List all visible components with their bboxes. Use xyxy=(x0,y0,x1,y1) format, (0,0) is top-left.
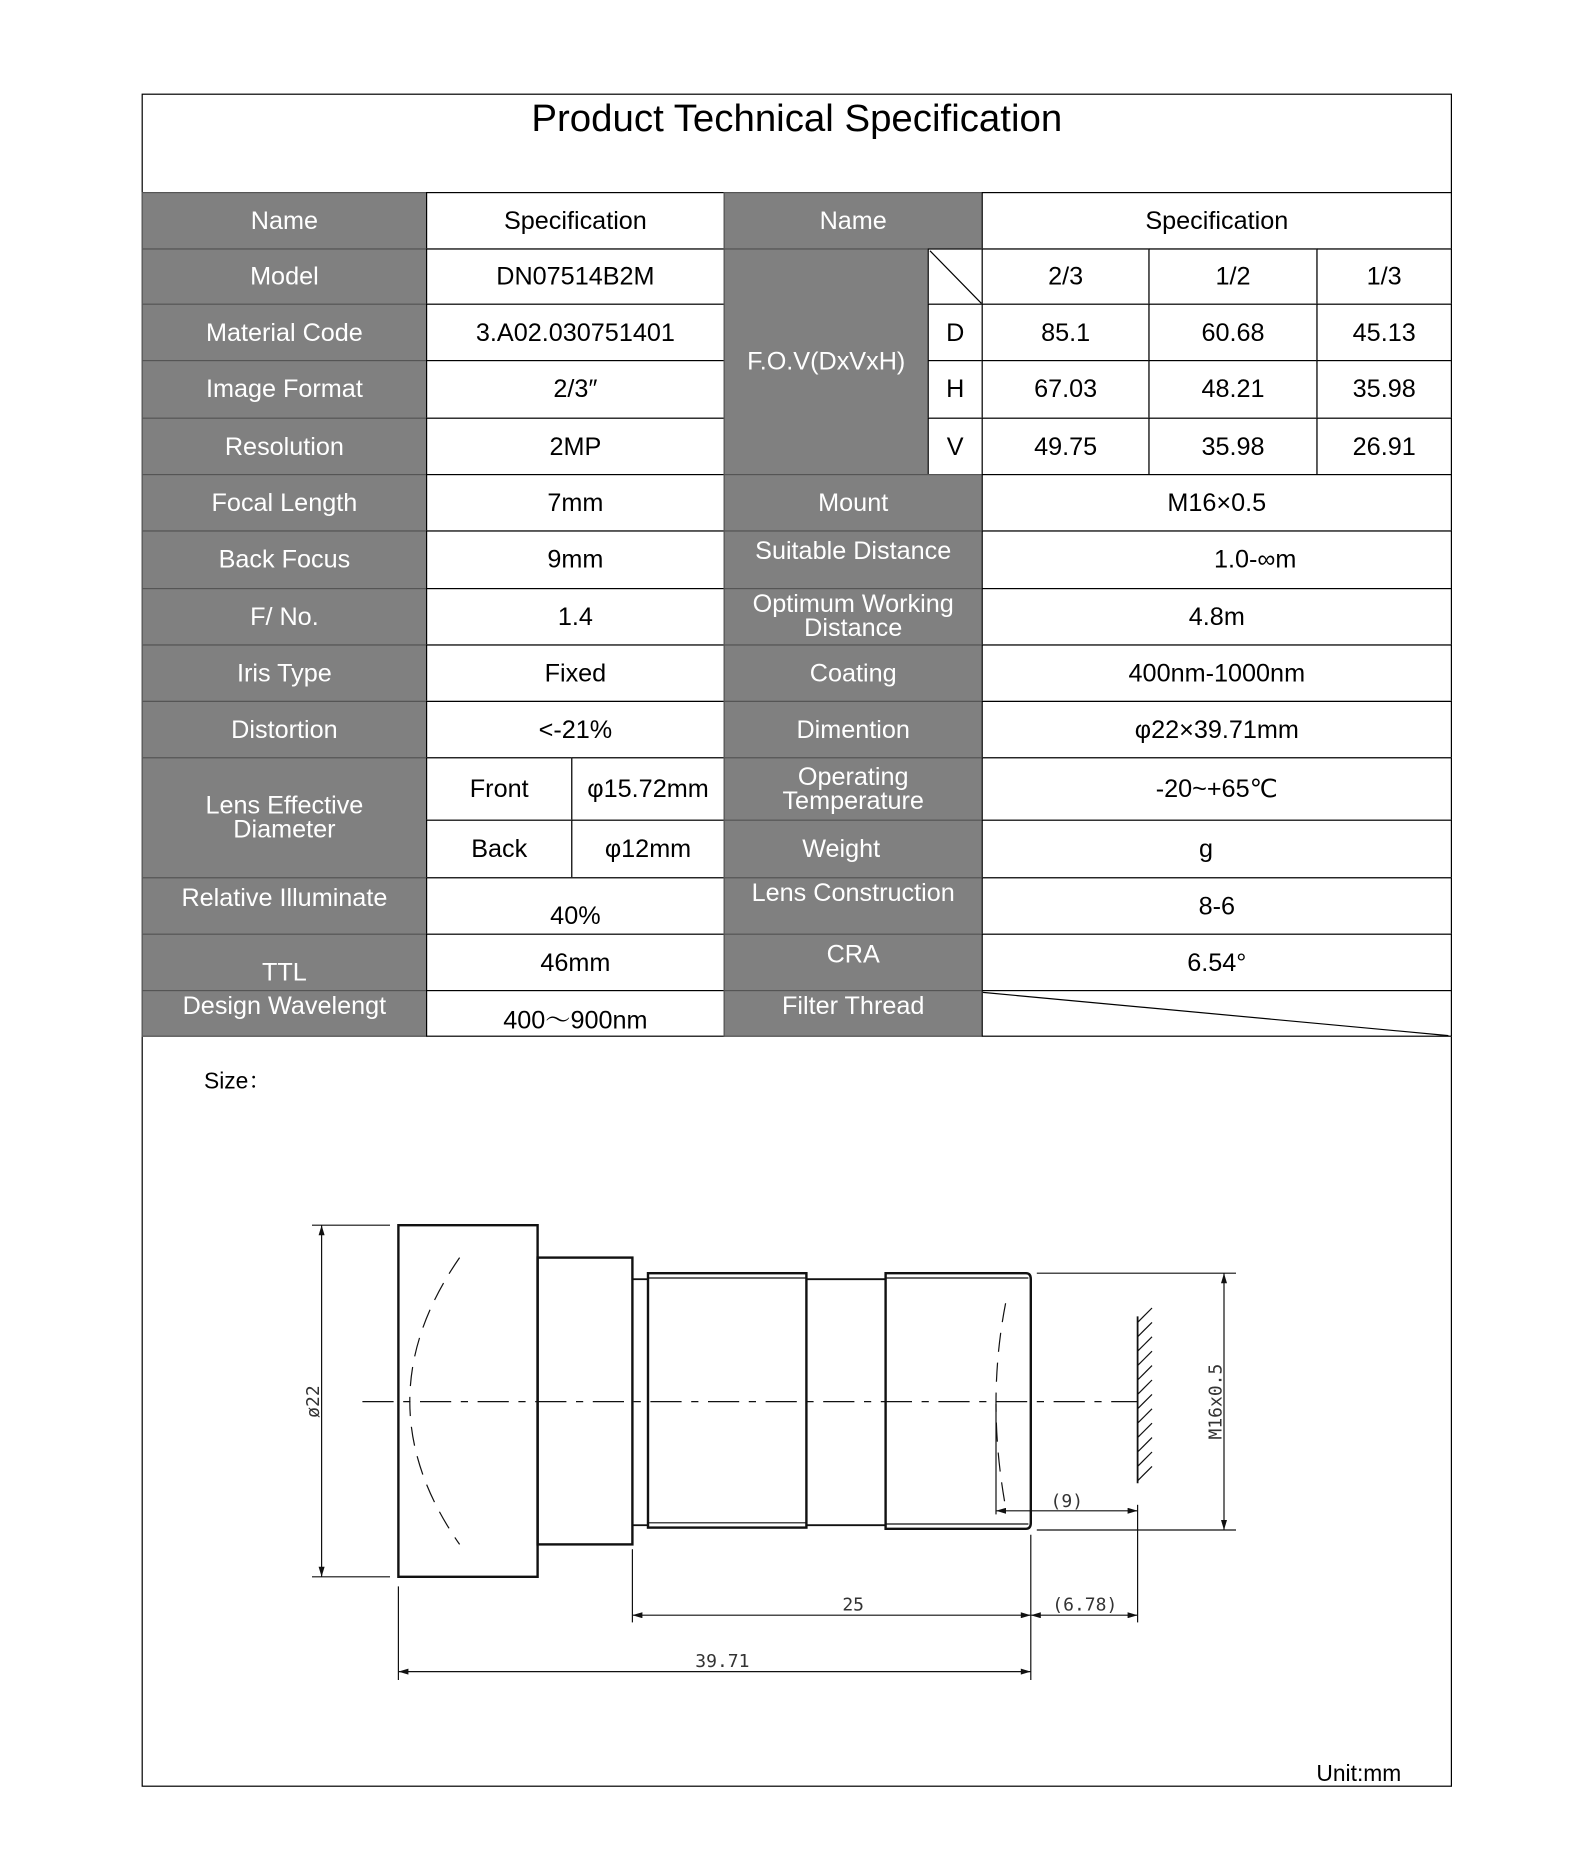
label-line-1: Optimum Working xyxy=(752,590,954,619)
value-coating: 400nm-1000nm xyxy=(982,644,1452,702)
label-distortion: Distortion xyxy=(142,701,428,759)
dim-text-back-focus: (9) xyxy=(1050,1491,1084,1513)
label-focal-length: Focal Length xyxy=(142,474,428,532)
value-operating-temperature: -20~+65℃ xyxy=(982,757,1452,821)
thread-lines-1 xyxy=(648,1278,806,1523)
label-coating: Coating xyxy=(724,644,983,702)
fov-h-2-3: 67.03 xyxy=(982,360,1150,419)
value-dimention: φ22×39.71mm xyxy=(982,701,1452,759)
value-back-focus: 9mm xyxy=(426,530,725,589)
label-line-2: Temperature xyxy=(782,786,924,815)
fov-format-1-2: 1/2 xyxy=(1148,248,1317,304)
label-suitable-distance: Suitable Distance xyxy=(724,530,983,589)
label-front: Front xyxy=(426,757,572,821)
fov-format-1-3: 1/3 xyxy=(1316,248,1452,304)
label-ttl: TTL xyxy=(142,934,428,992)
thread-section-1 xyxy=(648,1273,806,1527)
value-front: φ15.72mm xyxy=(571,757,725,821)
label-line-2: Distance xyxy=(804,614,903,642)
value-suitable-distance: 1.0-∞m xyxy=(982,530,1452,589)
dim-text-thread: M16x0.5 xyxy=(1205,1363,1227,1440)
fov-v-1-3: 26.91 xyxy=(1316,418,1452,476)
label-material-code: Material Code xyxy=(142,304,428,362)
label-lens-construction: Lens Construction xyxy=(724,877,983,935)
label-back: Back xyxy=(426,820,572,879)
label-fov: F.O.V(DxVxH) xyxy=(724,248,929,475)
label-design-wavelength: Design Wavelengt xyxy=(142,990,428,1037)
fov-d-1-2: 60.68 xyxy=(1148,304,1317,362)
value-focal-length: 7mm xyxy=(426,474,725,532)
label-filter-thread: Filter Thread xyxy=(724,990,983,1037)
label-dimention: Dimention xyxy=(724,701,983,759)
value-model: DN07514B2M xyxy=(426,248,725,304)
rear-lens-arc xyxy=(996,1303,1006,1507)
hatch xyxy=(1138,1308,1152,1481)
fov-d-2-3: 85.1 xyxy=(982,304,1150,362)
value-resolution: 2MP xyxy=(426,418,725,476)
label-f-number: F/ No. xyxy=(142,588,428,646)
fov-v-2-3: 49.75 xyxy=(982,418,1150,476)
fov-format-2-3: 2/3 xyxy=(982,248,1150,304)
size-label: Size： xyxy=(204,1069,272,1095)
dim-text-flange: (6.78) xyxy=(1052,1594,1118,1616)
dim-text-total: 39.71 xyxy=(695,1650,750,1672)
label-weight: Weight xyxy=(724,820,983,879)
label-line-1: Lens Effective xyxy=(205,791,364,820)
label-cra: CRA xyxy=(724,934,983,992)
front-barrel xyxy=(398,1225,537,1577)
value-back: φ12mm xyxy=(571,820,725,879)
fov-h-1-2: 48.21 xyxy=(1148,360,1317,419)
value-distortion: <-21% xyxy=(426,701,725,759)
unit-label: Unit:mm xyxy=(1316,1761,1402,1787)
value-relative-illuminate: 40% xyxy=(426,877,725,935)
label-model: Model xyxy=(142,248,428,304)
fov-v-1-2: 35.98 xyxy=(1148,418,1317,476)
value-material-code: 3.A02.030751401 xyxy=(426,304,725,362)
value-lens-construction: 8-6 xyxy=(982,877,1452,935)
header-name: Name xyxy=(142,192,428,250)
fov-h-1-3: 35.98 xyxy=(1316,360,1452,419)
value-iris-type: Fixed xyxy=(426,644,725,702)
header-specification-2: Specification xyxy=(982,192,1452,250)
label-relative-illuminate: Relative Illuminate xyxy=(142,877,428,935)
label-mount: Mount xyxy=(724,474,983,532)
value-weight: g xyxy=(982,820,1452,879)
label-iris-type: Iris Type xyxy=(142,644,428,702)
value-mount: M16×0.5 xyxy=(982,474,1452,532)
header-name-2: Name xyxy=(724,192,983,250)
label-image-format: Image Format xyxy=(142,360,428,419)
value-optimum-working-distance: 4.8m xyxy=(982,588,1452,646)
label-resolution: Resolution xyxy=(142,418,428,476)
value-cra: 6.54° xyxy=(982,934,1452,992)
label-line-1: Operating xyxy=(797,762,909,791)
fov-axis-h: H xyxy=(928,360,983,419)
page-title: Product Technical Specification xyxy=(531,96,1063,140)
label-back-focus: Back Focus xyxy=(142,530,428,589)
header-specification: Specification xyxy=(426,192,725,250)
fov-d-1-3: 45.13 xyxy=(1316,304,1452,362)
dim-text-body: 25 xyxy=(842,1594,865,1616)
value-ttl: 46mm xyxy=(426,934,725,992)
label-line-2: Diameter xyxy=(233,815,336,844)
value-f-number: 1.4 xyxy=(426,588,725,646)
value-image-format: 2/3″ xyxy=(426,360,725,419)
fov-axis-d: D xyxy=(928,304,983,362)
value-design-wavelength: 400～900nm xyxy=(426,990,725,1037)
fov-axis-v: V xyxy=(928,418,983,476)
dim-text-diameter: ø22 xyxy=(303,1385,325,1418)
